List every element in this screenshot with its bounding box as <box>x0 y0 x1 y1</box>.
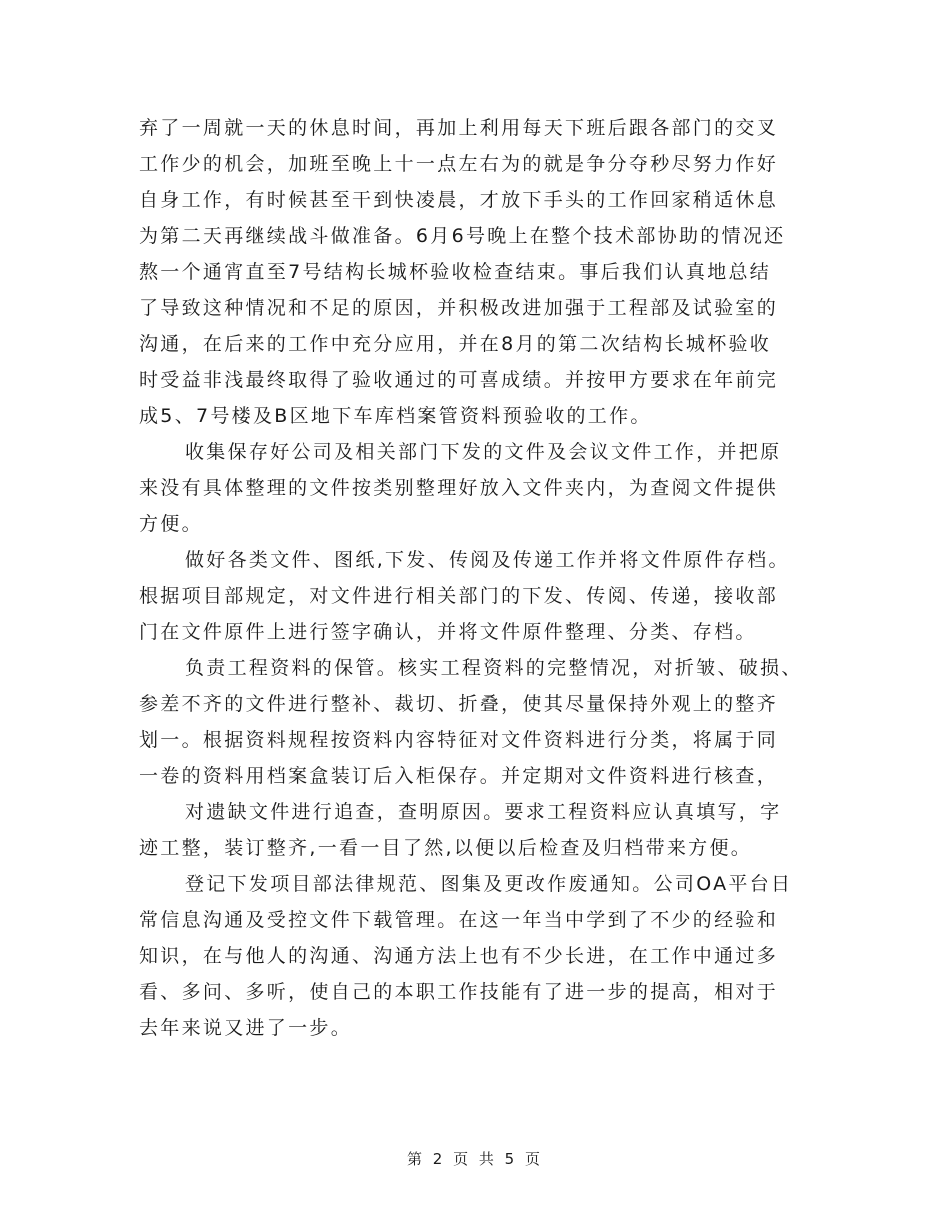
paragraph <box>139 110 819 434</box>
text-line: 了导致这种情况和不足的原因，并积极改进加强于工程部及试验室的 <box>139 297 779 319</box>
text-line: 知识，在与他人的沟通、沟通方法上也有不少长进，在工作中通过多 <box>139 945 779 967</box>
paragraph <box>139 434 819 542</box>
text-line: 工作少的机会，加班至晚上十一点左右为的就是争分夺秒尽努力作好 <box>139 153 779 175</box>
paragraph <box>139 650 819 794</box>
paragraph <box>139 542 819 650</box>
text-line: 为第二天再继续战斗做准备。6月6号晚上在整个技术部协助的情况还 <box>139 225 786 247</box>
paragraph <box>139 794 819 866</box>
text-line: 熬一个通宵直至7号结构长城杯验收检查结束。事后我们认真地总结 <box>139 261 772 283</box>
text-line: 根据项目部规定，对文件进行相关部门的下发、传阅、传递，接收部 <box>139 585 779 607</box>
text-line: 登记下发项目部法律规范、图集及更改作废通知。公司OA平台日 <box>185 873 793 895</box>
text-line: 做好各类文件、图纸,下发、传阅及传递工作并将文件原件存档。 <box>185 549 790 571</box>
text-line: 一卷的资料用档案盒装订后入柜保存。并定期对文件资料进行核查， <box>139 765 779 787</box>
text-line: 对遗缺文件进行追查，查明原因。要求工程资料应认真填写，字 <box>185 801 782 823</box>
text-line: 参差不齐的文件进行整补、裁切、折叠，使其尽量保持外观上的整齐 <box>139 693 779 715</box>
text-line: 成5、7号楼及B区地下车库档案管资料预验收的工作。 <box>139 405 652 427</box>
text-line: 负责工程资料的保管。核实工程资料的完整情况，对折皱、破损、 <box>185 657 803 679</box>
page-footer: 第 2 页 共 5 页 <box>407 1150 543 1168</box>
text-line: 划一。根据资料规程按资料内容特征对文件资料进行分类，将属于同 <box>139 729 779 751</box>
text-line: 时受益非浅最终取得了验收通过的可喜成绩。并按甲方要求在年前完 <box>139 369 779 391</box>
text-line: 自身工作，有时候甚至干到快凌晨，才放下手头的工作回家稍适休息 <box>139 189 779 211</box>
text-line: 方便。 <box>139 513 203 535</box>
text-line: 收集保存好公司及相关部门下发的文件及会议文件工作，并把原 <box>185 441 782 463</box>
text-line: 沟通，在后来的工作中充分应用，并在8月的第二次结构长城杯验收 <box>139 333 772 355</box>
text-line: 看、多问、多听，使自己的本职工作技能有了进一步的提高，相对于 <box>139 981 779 1003</box>
text-line: 常信息沟通及受控文件下载管理。在这一年当中学到了不少的经验和 <box>139 909 779 931</box>
document-body <box>139 110 819 1046</box>
paragraph <box>139 866 819 1046</box>
text-line: 来没有具体整理的文件按类别整理好放入文件夹内，为查阅文件提供 <box>139 477 779 499</box>
text-line: 弃了一周就一天的休息时间，再加上利用每天下班后跟各部门的交叉 <box>139 117 779 139</box>
text-line: 迹工整，装订整齐,一看一目了然,以便以后检查及归档带来方便。 <box>139 837 753 859</box>
text-line: 去年来说又进了一步。 <box>139 1017 353 1039</box>
text-line: 门在文件原件上进行签字确认，并将文件原件整理、分类、存档。 <box>139 621 757 643</box>
